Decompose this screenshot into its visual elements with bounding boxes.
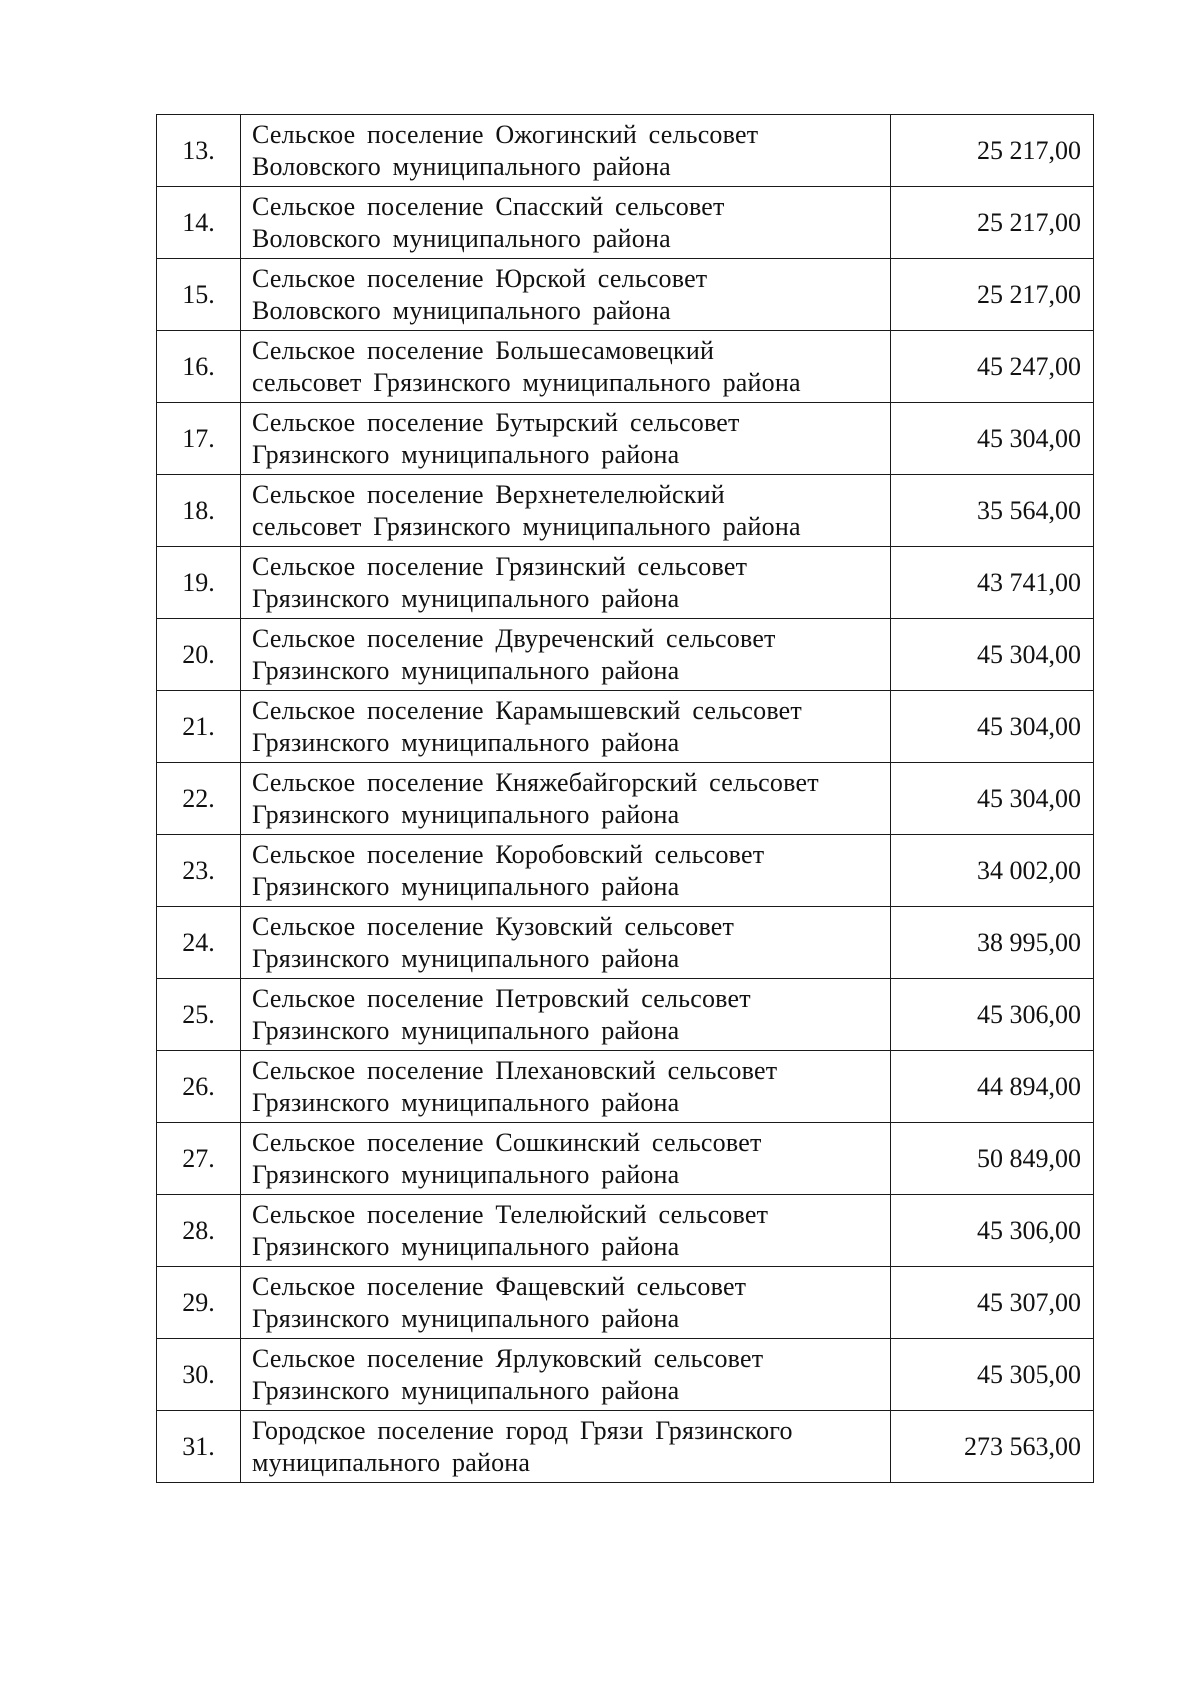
settlement-name (241, 331, 891, 403)
table-row (157, 907, 1094, 979)
amount-value: 25 217,00 (891, 115, 1094, 187)
amount-value: 45 307,00 (891, 1267, 1094, 1339)
row-number: 18. (157, 475, 241, 547)
row-number: 15. (157, 259, 241, 331)
table-row (157, 115, 1094, 187)
table-row (157, 1123, 1094, 1195)
settlement-name-line-2: Грязинского муниципального района (252, 871, 680, 901)
settlement-name-line-2: сельсовет Грязинского муниципального района (252, 511, 801, 541)
settlement-name (241, 1123, 891, 1195)
settlement-name-line-2: Грязинского муниципального района (252, 439, 680, 469)
row-number: 14. (157, 187, 241, 259)
settlement-name (241, 763, 891, 835)
table-row (157, 835, 1094, 907)
amount-value: 25 217,00 (891, 187, 1094, 259)
row-number: 16. (157, 331, 241, 403)
settlement-name-line-1: Сельское поселение Верхнетелелюйский (252, 479, 725, 509)
settlement-name-line-1: Сельское поселение Петровский сельсовет (252, 983, 751, 1013)
settlement-name (241, 1051, 891, 1123)
settlement-name (241, 475, 891, 547)
amount-value: 45 306,00 (891, 979, 1094, 1051)
settlement-name-line-2: Грязинского муниципального района (252, 655, 680, 685)
settlement-name-line-2: Воловского муниципального района (252, 223, 671, 253)
settlement-name-line-2: Грязинского муниципального района (252, 727, 680, 757)
settlement-name (241, 979, 891, 1051)
row-number: 23. (157, 835, 241, 907)
amount-value: 44 894,00 (891, 1051, 1094, 1123)
amount-value: 50 849,00 (891, 1123, 1094, 1195)
row-number: 22. (157, 763, 241, 835)
row-number: 30. (157, 1339, 241, 1411)
settlement-name-line-1: Сельское поселение Спасский сельсовет (252, 191, 725, 221)
settlement-name (241, 115, 891, 187)
table-row (157, 187, 1094, 259)
table-row (157, 691, 1094, 763)
amount-value: 45 306,00 (891, 1195, 1094, 1267)
settlement-name (241, 259, 891, 331)
row-number: 26. (157, 1051, 241, 1123)
amount-value: 45 304,00 (891, 619, 1094, 691)
table-row (157, 1267, 1094, 1339)
row-number: 28. (157, 1195, 241, 1267)
settlement-name (241, 1195, 891, 1267)
row-number: 31. (157, 1411, 241, 1483)
row-number: 24. (157, 907, 241, 979)
table-row (157, 331, 1094, 403)
row-number: 25. (157, 979, 241, 1051)
settlement-name-line-2: Грязинского муниципального района (252, 1087, 680, 1117)
settlement-name (241, 187, 891, 259)
settlement-name-line-2: Грязинского муниципального района (252, 1015, 680, 1045)
amount-value: 273 563,00 (891, 1411, 1094, 1483)
amount-value: 43 741,00 (891, 547, 1094, 619)
settlement-name-line-2: Воловского муниципального района (252, 151, 671, 181)
settlement-name (241, 835, 891, 907)
settlements-table (156, 114, 1094, 1483)
row-number: 19. (157, 547, 241, 619)
table-row (157, 259, 1094, 331)
row-number: 27. (157, 1123, 241, 1195)
settlement-name (241, 1267, 891, 1339)
settlement-name (241, 619, 891, 691)
table-row (157, 475, 1094, 547)
settlement-name-line-1: Сельское поселение Коробовский сельсовет (252, 839, 765, 869)
settlement-name (241, 1339, 891, 1411)
settlement-name-line-1: Сельское поселение Ожогинский сельсовет (252, 119, 759, 149)
settlement-name-line-1: Сельское поселение Кузовский сельсовет (252, 911, 735, 941)
settlement-name-line-1: Сельское поселение Княжебайгорский сельсовет (252, 767, 819, 797)
settlement-name-line-1: Сельское поселение Юрской сельсовет (252, 263, 708, 293)
settlement-name-line-1: Городское поселение город Грязи Грязинского (252, 1415, 793, 1445)
settlement-name (241, 907, 891, 979)
settlement-name-line-1: Сельское поселение Плехановский сельсовет (252, 1055, 778, 1085)
row-number: 21. (157, 691, 241, 763)
table-body (157, 115, 1094, 1483)
amount-value: 35 564,00 (891, 475, 1094, 547)
settlement-name-line-2: Воловского муниципального района (252, 295, 671, 325)
settlement-name-line-2: Грязинского муниципального района (252, 1303, 680, 1333)
row-number: 13. (157, 115, 241, 187)
settlement-name (241, 1411, 891, 1483)
settlement-name (241, 691, 891, 763)
settlement-name-line-2: Грязинского муниципального района (252, 799, 680, 829)
settlement-name-line-2: Грязинского муниципального района (252, 1231, 680, 1261)
amount-value: 45 304,00 (891, 403, 1094, 475)
settlement-name-line-2: муниципального района (252, 1447, 531, 1477)
row-number: 20. (157, 619, 241, 691)
table-row (157, 1339, 1094, 1411)
amount-value: 45 304,00 (891, 763, 1094, 835)
row-number: 17. (157, 403, 241, 475)
settlement-name-line-2: Грязинского муниципального района (252, 943, 680, 973)
amount-value: 38 995,00 (891, 907, 1094, 979)
settlement-name-line-2: Грязинского муниципального района (252, 583, 680, 613)
table-row (157, 1411, 1094, 1483)
table-row (157, 403, 1094, 475)
table-row (157, 763, 1094, 835)
settlement-name (241, 403, 891, 475)
settlement-name-line-1: Сельское поселение Большесамовецкий (252, 335, 715, 365)
settlement-name-line-1: Сельское поселение Телелюйский сельсовет (252, 1199, 769, 1229)
amount-value: 45 247,00 (891, 331, 1094, 403)
table-row (157, 1195, 1094, 1267)
table-row (157, 547, 1094, 619)
settlement-name-line-1: Сельское поселение Бутырский сельсовет (252, 407, 740, 437)
settlement-name-line-1: Сельское поселение Фащевский сельсовет (252, 1271, 747, 1301)
amount-value: 34 002,00 (891, 835, 1094, 907)
table-row (157, 1051, 1094, 1123)
settlement-name-line-1: Сельское поселение Ярлуковский сельсовет (252, 1343, 764, 1373)
settlement-name-line-1: Сельское поселение Карамышевский сельсовет (252, 695, 802, 725)
table-row (157, 979, 1094, 1051)
settlement-name (241, 547, 891, 619)
settlement-name-line-1: Сельское поселение Двуреченский сельсовет (252, 623, 776, 653)
settlement-name-line-2: сельсовет Грязинского муниципального района (252, 367, 801, 397)
amount-value: 45 304,00 (891, 691, 1094, 763)
settlement-name-line-2: Грязинского муниципального района (252, 1159, 680, 1189)
settlement-name-line-1: Сельское поселение Грязинский сельсовет (252, 551, 748, 581)
amount-value: 45 305,00 (891, 1339, 1094, 1411)
settlement-name-line-1: Сельское поселение Сошкинский сельсовет (252, 1127, 762, 1157)
table-row (157, 619, 1094, 691)
row-number: 29. (157, 1267, 241, 1339)
settlement-name-line-2: Грязинского муниципального района (252, 1375, 680, 1405)
amount-value: 25 217,00 (891, 259, 1094, 331)
